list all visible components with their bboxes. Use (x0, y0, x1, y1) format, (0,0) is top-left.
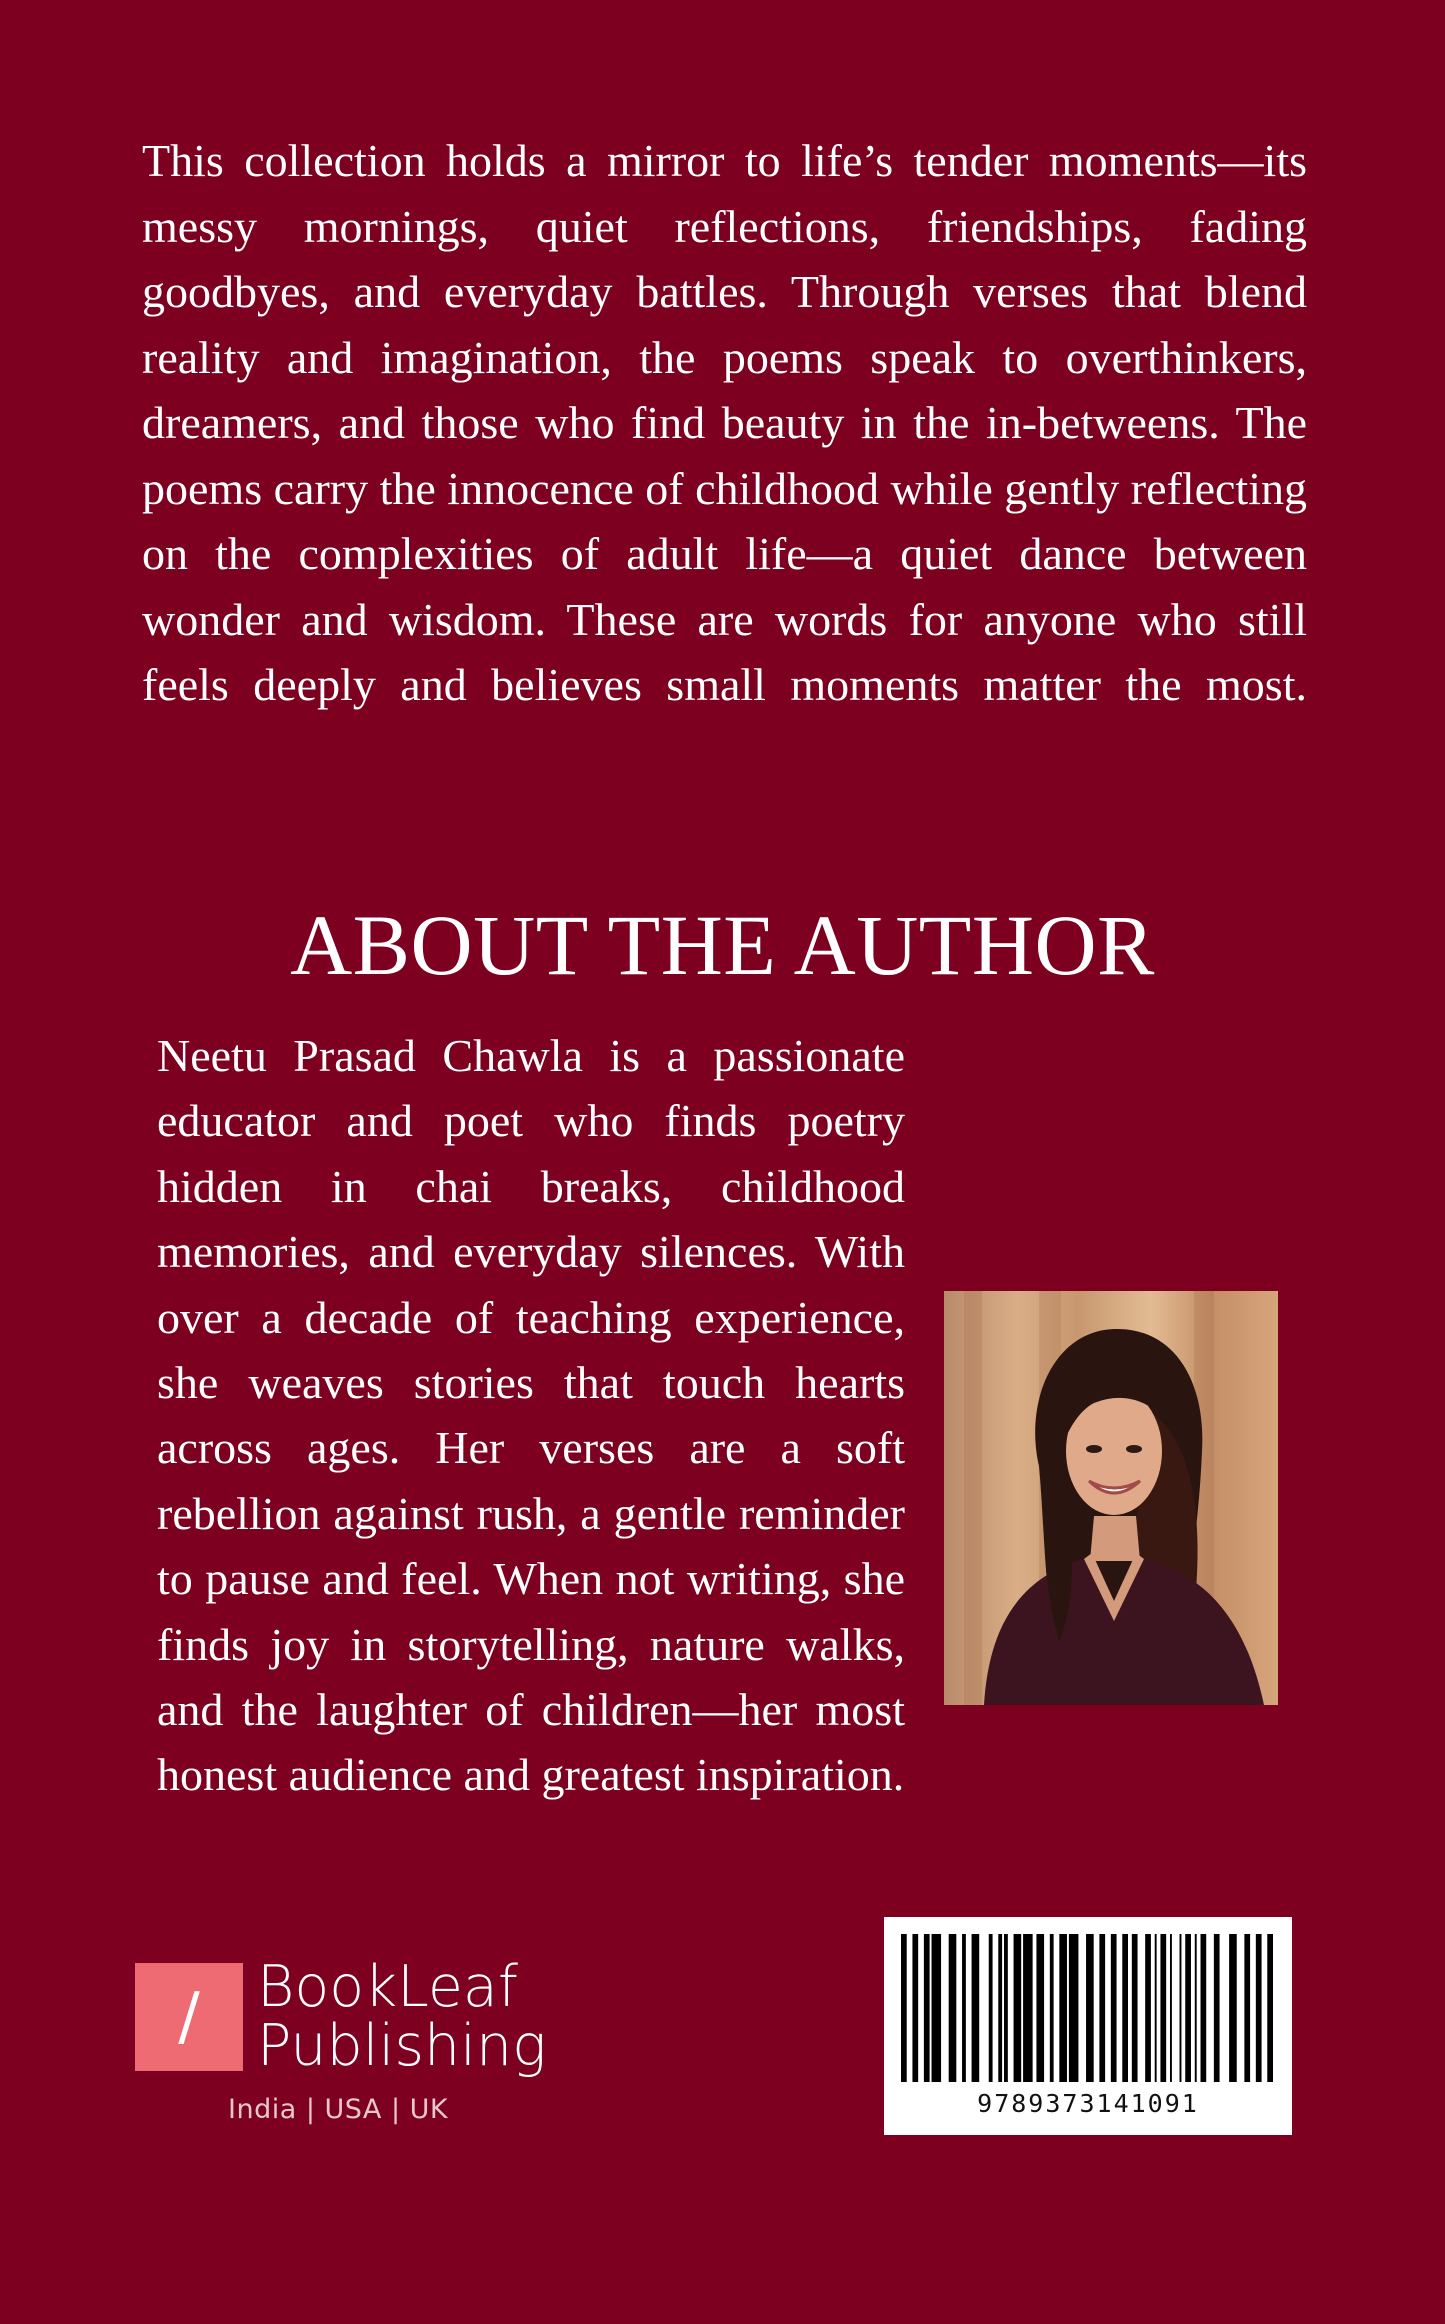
barcode-bar (1036, 1934, 1044, 2082)
publisher-name-line1: BookLeaf (257, 1954, 518, 2020)
back-cover-blurb: This collection holds a mirror to life’s tender moments—its messy mornings, quiet reflections, friendships, fading goodbyes, and everyday battles. Through verses that blend reality and imagination, the poems speak to overthinkers, dreamers, and those who find beauty in the in-betweens. The poems carry the innocence of childhood while gently reflecting on the complexities of adult life—a quiet dance between wonder and wisdom. These are words for anyone who still feels deeply and believes small moments matter the most. (142, 135, 1307, 710)
barcode-bar (1214, 1934, 1220, 2082)
barcode-bar (912, 1934, 918, 2082)
barcode-bar (932, 1934, 942, 2082)
publisher-name (257, 1954, 547, 2079)
author-bio: Neetu Prasad Chawla is a passionate educator and poet who finds poetry hidden in chai breaks, childhood memories, and everyday silences. With over a decade of teaching experience, she weaves stories that touch hearts across ages. Her verses are a soft rebellion against rush, a gentle reminder to pause and feel. When not writing, she finds joy in storytelling, nature walks, and the laughter of children—her most honest audience and greatest inspiration. (157, 1030, 905, 1801)
barcode-bar (1244, 1934, 1250, 2082)
barcode (884, 1917, 1292, 2135)
barcode-bar (1155, 1934, 1157, 2082)
barcode-bar (962, 1934, 966, 2082)
barcode-bar (1099, 1934, 1105, 2082)
barcode-bar (989, 1934, 993, 2082)
barcode-bar (1050, 1934, 1054, 2082)
author-photo (944, 1291, 1278, 1705)
barcode-bar (1267, 1934, 1273, 2082)
barcode-bar (1004, 1934, 1008, 2082)
barcode-bar (1195, 1934, 1197, 2082)
barcode-bar (1256, 1934, 1262, 2082)
about-author-heading: ABOUT THE AUTHOR (290, 897, 1155, 993)
barcode-bar (1111, 1934, 1117, 2082)
barcode-bars (899, 1934, 1277, 2084)
barcode-bar (1229, 1934, 1237, 2082)
barcode-bar (1170, 1934, 1172, 2082)
barcode-bar (1023, 1934, 1033, 2082)
barcode-bar (1069, 1934, 1079, 2082)
publisher-regions: India | USA | UK (228, 2094, 449, 2125)
barcode-bar (1122, 1934, 1128, 2082)
barcode-bar (1086, 1934, 1094, 2082)
barcode-bar (1059, 1934, 1067, 2082)
barcode-bar (1185, 1934, 1191, 2082)
barcode-bar (1201, 1934, 1207, 2082)
barcode-bar (924, 1934, 930, 2082)
barcode-bar (1145, 1934, 1151, 2082)
barcode-bar (1014, 1934, 1022, 2082)
bookleaf-logo: / (135, 1963, 243, 2071)
barcode-bar (1132, 1934, 1138, 2082)
publisher-name-line2: Publishing (257, 2013, 547, 2079)
barcode-bar (1160, 1934, 1166, 2082)
barcode-bar (949, 1934, 957, 2082)
barcode-bar (972, 1934, 980, 2082)
barcode-bar (998, 1934, 1002, 2082)
barcode-bar (901, 1934, 907, 2082)
isbn-number: 9789373141091 (977, 2089, 1199, 2118)
barcode-bar (1180, 1934, 1182, 2082)
